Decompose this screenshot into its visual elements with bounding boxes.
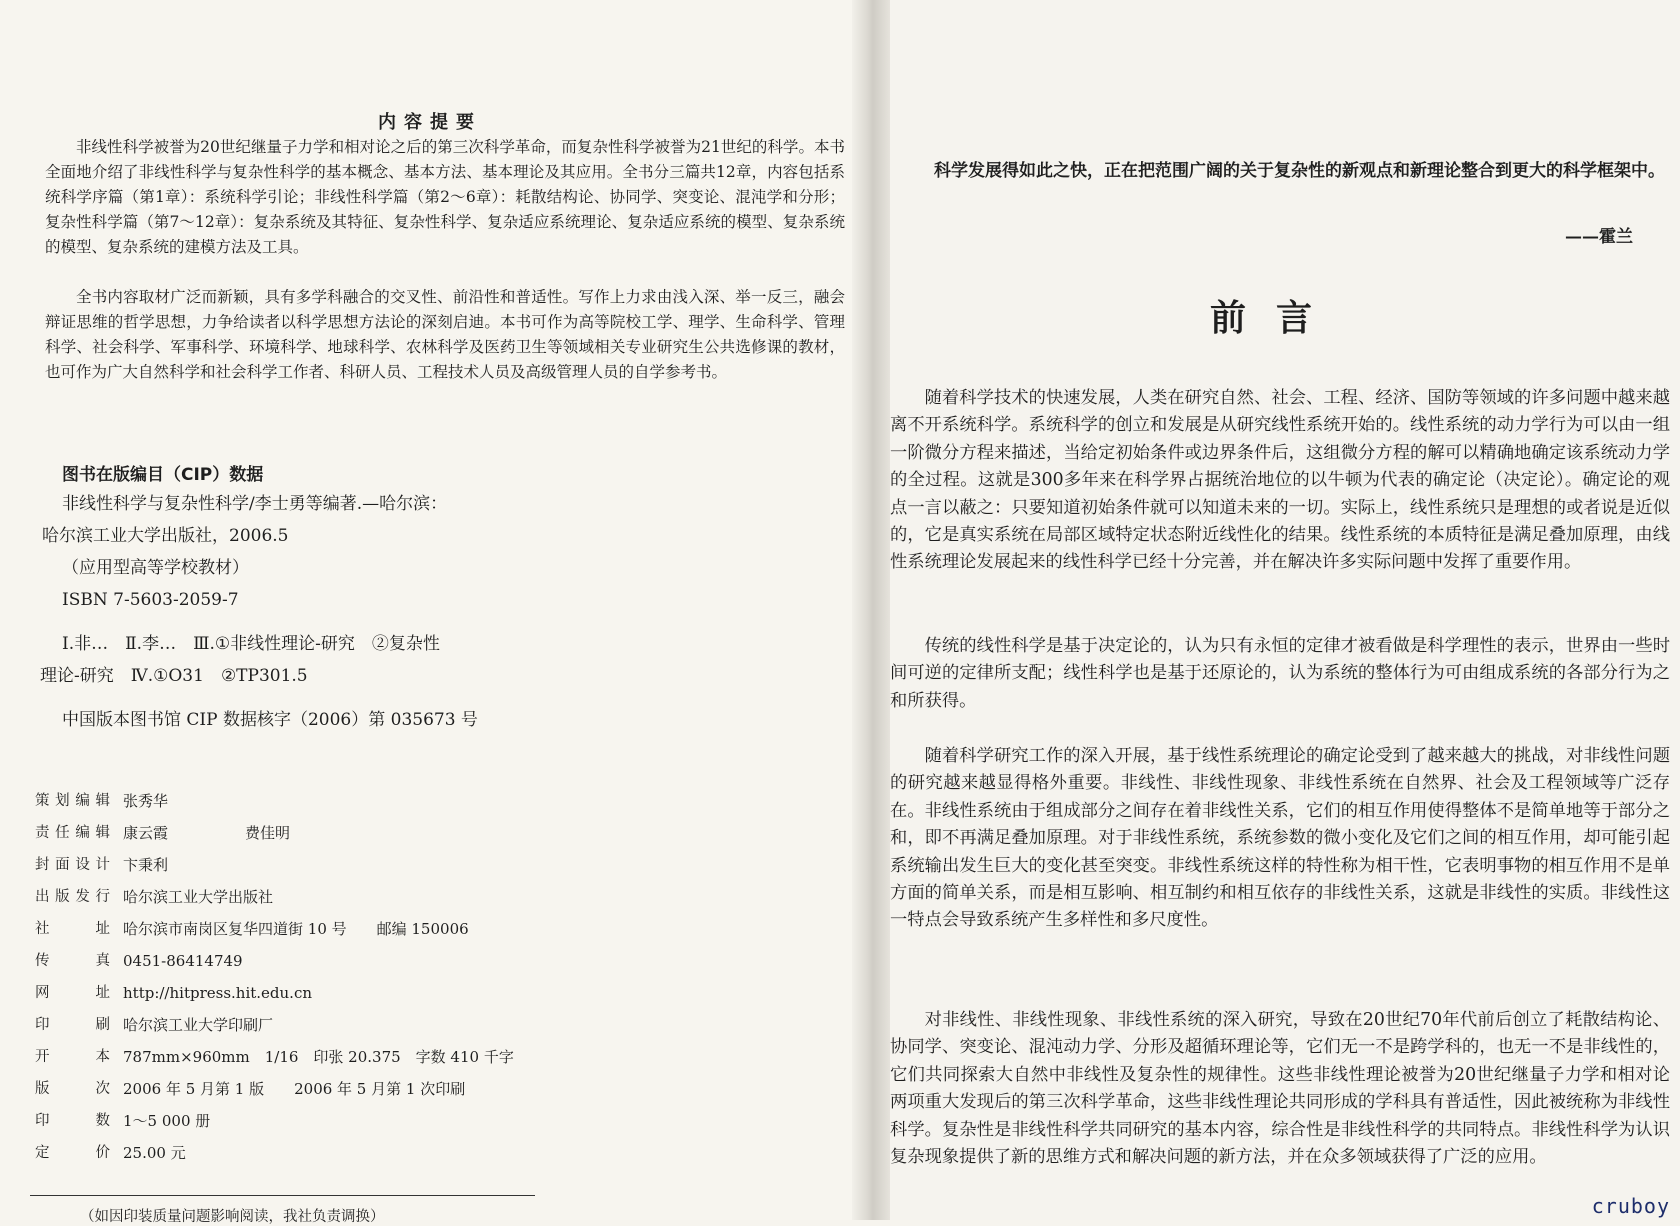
summary-paragraph-2: 全书内容取材广泛而新颖，具有多学科融合的交叉性、前沿性和普适性。写作上力求由浅入深、举一反三，融会辩证思维的哲学思想，力争给读者以科学思想方法论的深刻启迪。本书可作为高等院校工学、理学、生命科学、管理科学、社会科学、军事科学、环境科学、地球科学、农林科学及医药卫生等领域相关专业研究生公共选修课的教材，也可作为广大自然科学和社会科学工作者、科研人员、工程技术人员及高级管理人员的自学参考书。 xyxy=(45,288,845,381)
cip-line-series: （应用型高等学校教材） xyxy=(62,558,249,578)
cip-line-title: 非线性科学与复杂性科学/李士勇等编著.—哈尔滨： xyxy=(62,494,448,514)
credit-value: 张秀华 xyxy=(123,792,169,810)
credit-value: 1～5 000 册 xyxy=(123,1112,211,1130)
credit-value: 哈尔滨市南岗区复华四道街 10 号 邮编 150006 xyxy=(123,920,469,938)
credit-label: 定 价 xyxy=(35,1145,110,1161)
credit-value: 0451-86414749 xyxy=(123,952,243,970)
credit-value: 康云霞 xyxy=(123,824,169,842)
credit-label: 社 址 xyxy=(35,921,110,937)
quality-notice: （如因印装质量问题影响阅读，我社负责调换） xyxy=(80,1209,385,1225)
credit-label: 责 任 编 辑 xyxy=(35,825,110,841)
credit-value: 哈尔滨工业大学印刷厂 xyxy=(123,1016,274,1034)
preface-paragraph-1: 随着科学技术的快速发展，人类在研究自然、社会、工程、经济、国防等领域的许多问题中越来越离不开系统科学。系统科学的创立和发展是从研究线性系统开始的。线性系统的动力学行为可以由一组一阶微分方程来描述，当给定初始条件或边界条件后，这组微分方程的解可以精确地确定该系统动力学的全过程。这就是300多年来在科学界占据统治地位的以牛顿为代表的确定论（决定论）。确定论的观点一言以蔽之：只要知道初始条件就可以知道未来的一切。实际上，线性系统只是理想的或者说是近似的，它是真实系统在局部区域特定状态附近线性化的结果。线性系统的本质特征是满足叠加原理，由线性系统理论发展起来的线性科学已经十分完善，并在解决许多实际问题中发挥了重要作用。 xyxy=(890,388,1670,573)
credit-label: 版 次 xyxy=(35,1081,110,1097)
book-gutter xyxy=(852,0,890,1220)
credit-label: 印 数 xyxy=(35,1113,110,1129)
credit-label: 策 划 编 辑 xyxy=(35,793,110,809)
credit-value: 2006 年 5 月第 1 版 2006 年 5 月第 1 次印刷 xyxy=(123,1080,466,1098)
credit-value: 25.00 元 xyxy=(123,1144,186,1162)
cip-line-isbn: ISBN 7-5603-2059-7 xyxy=(62,590,239,610)
preface-paragraph-2: 传统的线性科学是基于决定论的，认为只有永恒的定律才被看做是科学理性的表示，世界由一些时间可逆的定律所支配；线性科学也是基于还原论的，认为系统的整体行为可由组成系统的各部分行为之和所获得。 xyxy=(890,636,1670,711)
divider-rule xyxy=(30,1195,535,1196)
credit-label: 传 真 xyxy=(35,953,110,969)
cip-line-publisher: 哈尔滨工业大学出版社，2006.5 xyxy=(42,526,289,546)
credit-label: 出 版 发 行 xyxy=(35,889,110,905)
cip-heading: 图书在版编目（CIP）数据 xyxy=(62,465,264,485)
credit-label: 网 址 xyxy=(35,985,110,1001)
credit-label: 开 本 xyxy=(35,1049,110,1065)
credit-label: 封 面 设 计 xyxy=(35,857,110,873)
summary-paragraph-1: 非线性科学被誉为20世纪继量子力学和相对论之后的第三次科学革命，而复杂性科学被誉为21世纪的科学。本书全面地介绍了非线性科学与复杂性科学的基本概念、基本方法、基本理论及其应用。全书分三篇共12章，内容包括系统科学序篇（第1章）：系统科学引论；非线性科学篇（第2～6章）：耗散结构论、协同学、突变论、混沌学和分形；复杂性科学篇（第7～12章）：复杂系统及其特征、复杂性科学、复杂适应系统理论、复杂适应系统的模型、复杂系统的模型、复杂系统的建模方法及工具。 xyxy=(45,138,845,256)
cip-line-record-number: 中国版本图书馆 CIP 数据核字（2006）第 035673 号 xyxy=(62,710,478,730)
cip-line-classification-1: Ⅰ.非… Ⅱ.李… Ⅲ.①非线性理论-研究 ②复杂性 xyxy=(62,634,440,654)
cip-line-classification-2: 理论-研究 Ⅳ.①O31 ②TP301.5 xyxy=(40,666,308,686)
credit-value: 卞秉利 xyxy=(123,856,169,874)
credit-label: 印 刷 xyxy=(35,1017,110,1033)
preface-paragraph-4: 对非线性、非线性现象、非线性系统的深入研究，导致在20世纪70年代前后创立了耗散结构论、协同学、突变论、混沌动力学、分形及超循环理论等，它们无一不是跨学科的，也无一不是非线性的，它们共同探索大自然中非线性及复杂性的规律性。这些非线性理论被誉为20世纪继量子力学和相对论两项重大发现后的第三次科学革命，这些非线性理论共同形成的学科具有普适性，因此被统称为非线性科学。复杂性是非线性科学共同研究的基本内容，综合性是非线性科学的共同特点。非线性科学为认识复杂现象提供了新的思维方式和解决问题的新方法，并在众多领域获得了广泛的应用。 xyxy=(890,1010,1670,1168)
epigraph-quote: 科学发展得如此之快，正在把范围广阔的关于复杂性的新观点和新理论整合到更大的科学框架中。 xyxy=(934,161,1665,181)
scanner-watermark: cruboy xyxy=(1591,1194,1670,1218)
credit-value: http://hitpress.hit.edu.cn xyxy=(123,984,313,1002)
credit-value: 哈尔滨工业大学出版社 xyxy=(123,888,274,906)
credit-value: 787mm×960mm 1/16 印张 20.375 字数 410 千字 xyxy=(123,1048,514,1066)
credit-value-secondary: 费佳明 xyxy=(245,824,291,842)
preface-title: 前言 xyxy=(1210,298,1343,339)
preface-paragraph-3: 随着科学研究工作的深入开展，基于线性系统理论的确定论受到了越来越大的挑战，对非线性问题的研究越来越显得格外重要。非线性、非线性现象、非线性系统在自然界、社会及工程领域等广泛存在。非线性系统由于组成部分之间存在着非线性关系，它们的相互作用使得整体不是简单地等于部分之和，即不再满足叠加原理。对于非线性系统，系统参数的微小变化及它们之间的相互作用，却可能引起系统输出发生巨大的变化甚至突变。非线性系统这样的特性称为相干性，它表明事物的相互作用不是单方面的简单关系，而是相互影响、相互制约和相互依存的非线性关系，这就是非线性的实质。非线性这一特点会导致系统产生多样性和多尺度性。 xyxy=(890,746,1670,931)
summary-heading: 内容提要 xyxy=(378,112,482,133)
epigraph-author: ——霍兰 xyxy=(1565,227,1633,247)
